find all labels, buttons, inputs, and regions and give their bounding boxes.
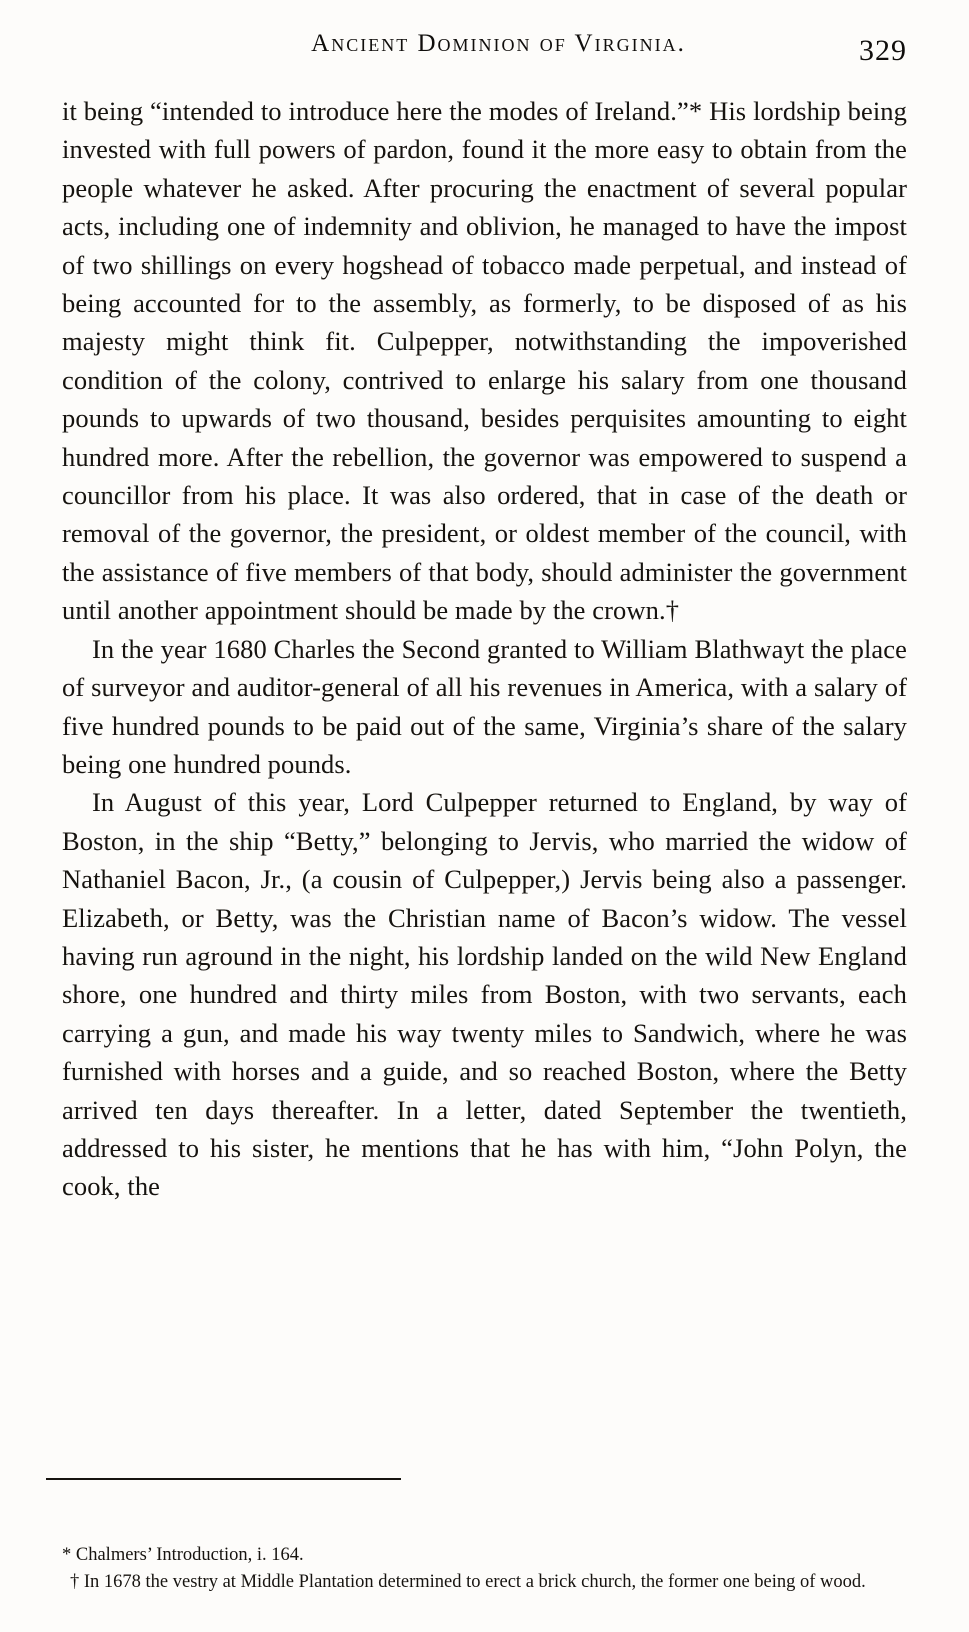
page-number: 329 xyxy=(859,34,907,67)
page-header xyxy=(62,30,907,74)
footnote-divider xyxy=(46,1478,401,1480)
body-text xyxy=(62,92,907,1206)
paragraph: In August of this year, Lord Culpepper returned to England, by way of Boston, in the ship “Betty,” belonging to Jervis, who married the widow of Nathaniel Bacon, Jr., (a cousin of Culpepper,) Jervis being also a passenger. Elizabeth, or Betty, was the Christian name of Bacon’s widow. The vessel having run aground in the night, his lordship landed on the wild New England shore, one hundred and thirty miles from Boston, with two servants, each carrying a gun, and made his way twenty miles to Sandwich, where he was furnished with horses and a guide, and so reached Boston, where the Betty arrived ten days thereafter. In a letter, dated September the twentieth, addressed to his sister, he mentions that he has with him, “John Polyn, the cook, the xyxy=(62,787,907,1202)
running-title: Ancient Dominion of Virginia. xyxy=(311,30,686,57)
footnote-item: * Chalmers’ Introduction, i. 164. xyxy=(62,1545,304,1565)
paragraph: it being “intended to introduce here the modes of Ireland.”* His lordship being invested with full powers of pardon, found it the more easy to obtain from the people whatever he asked. After procuring the enactment of several popular acts, including one of indemnity and oblivion, he managed to have the impost of two shillings on every hogshead of tobacco made perpetual, and instead of being accounted for to the assembly, as formerly, to be disposed of as his majesty might think fit. Culpepper, notwithstanding the impoverished condition of the colony, contrived to enlarge his salary from one thousand pounds to upwards of two thousand, besides perquisites amounting to eight hundred more. After the rebellion, the governor was empowered to suspend a councillor from his place. It was also ordered, that in case of the death or removal of the governor, the president, or oldest member of the council, with the assistance of five members of that body, should administer the government until another appointment should be made by the crown.† xyxy=(62,96,907,626)
paragraph: In the year 1680 Charles the Second granted to William Blathwayt the place of surveyor and auditor-general of all his revenues in America, with a salary of five hundred pounds to be paid out of the same, Virginia’s share of the salary being one hundred pounds. xyxy=(62,633,907,779)
footnotes xyxy=(40,1542,913,1596)
footnote-item: † In 1678 the vestry at Middle Plantation determined to erect a brick church, the former one being of wood. xyxy=(70,1572,866,1592)
